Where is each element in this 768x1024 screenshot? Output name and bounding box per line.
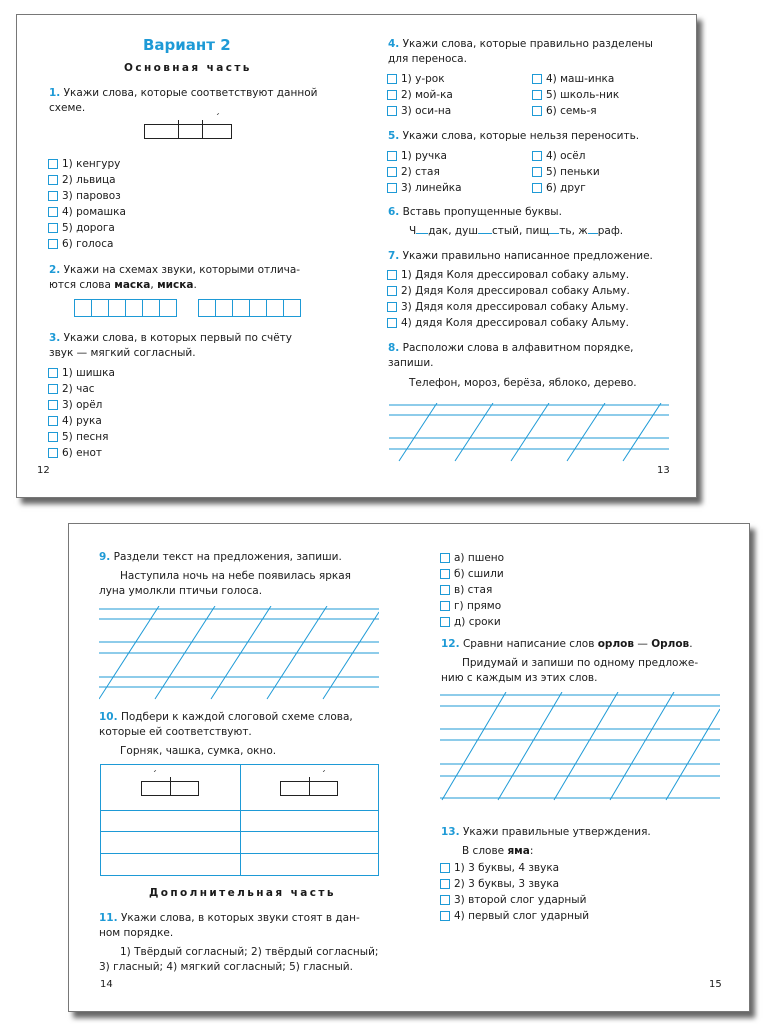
workbook-spread-1: [16, 14, 697, 498]
checkbox[interactable]: [387, 183, 397, 193]
checkbox[interactable]: [48, 175, 58, 185]
q12-instruction: Придумай и запиши по одному предложе- нию с каждым из этих слов.: [441, 657, 699, 684]
q12-prompt: 12. Сравни написание слов орлов — Орлов.: [441, 638, 693, 650]
checkbox[interactable]: [48, 239, 58, 249]
q1-options: [48, 156, 126, 252]
checkbox[interactable]: [48, 159, 58, 169]
q7-prompt: 7. Укажи правильно написанное предложение.: [388, 250, 653, 262]
letter-blank[interactable]: [478, 224, 492, 234]
checkbox[interactable]: [387, 302, 397, 312]
q11-option-b[interactable]: б) сшили: [440, 566, 504, 582]
q1-number: 1.: [49, 87, 61, 99]
q12-number: 12.: [441, 638, 460, 650]
checkbox[interactable]: [440, 911, 450, 921]
q3-option-6[interactable]: 6) енот: [48, 445, 115, 461]
checkbox[interactable]: [440, 569, 450, 579]
q7-option-4[interactable]: 4) дядя Коля дрессировал собаку Альму.: [387, 315, 630, 331]
q7-number: 7.: [388, 250, 400, 262]
q13-option-4[interactable]: 4) первый слог ударный: [440, 908, 589, 924]
q3-number: 3.: [49, 332, 61, 344]
checkbox[interactable]: [440, 553, 450, 563]
q1-syllable-scheme: [144, 113, 232, 139]
stress-mark-icon: ´: [215, 113, 220, 124]
q11-option-a[interactable]: а) пшено: [440, 550, 504, 566]
checkbox[interactable]: [48, 191, 58, 201]
checkbox[interactable]: [48, 416, 58, 426]
checkbox[interactable]: [387, 151, 397, 161]
q10-answer-table[interactable]: [100, 764, 379, 876]
q5-options-right: [532, 148, 600, 196]
q4-number: 4.: [388, 38, 400, 50]
q10-word-list: Горняк, чашка, сумка, окно.: [120, 745, 277, 757]
checkbox[interactable]: [440, 585, 450, 595]
q5-option-1[interactable]: 1) ручка: [387, 148, 462, 164]
q4-option-5[interactable]: 5) школь-ник: [532, 87, 619, 103]
q8-word-list: Телефон, мороз, берёза, яблоко, дерево.: [409, 377, 637, 389]
q4-option-3[interactable]: 3) оси-на: [387, 103, 453, 119]
q10-prompt: 10. Подбери к каждой слоговой схеме слова, которые ей соответствуют.: [99, 711, 353, 738]
q11-sound-order: 1) Твёрдый согласный; 2) твёрдый согласный; 3) гласный; 4) мягкий согласный; 5) гласный.: [99, 946, 379, 973]
q1-text-line2: схеме.: [49, 102, 86, 114]
q13-options: [440, 860, 589, 924]
q1-option-4[interactable]: 4) ромашка: [48, 204, 126, 220]
q6-prompt: 6. Вставь пропущенные буквы.: [388, 206, 562, 218]
checkbox[interactable]: [387, 270, 397, 280]
q5-option-4[interactable]: 4) осёл: [532, 148, 600, 164]
q2-prompt: 2. Укажи на схемах звуки, которыми отлича- ются слова маска, миска.: [49, 264, 301, 291]
q4-prompt: 4. Укажи слова, которые правильно разделены для переноса.: [388, 38, 653, 65]
page-number-15: 15: [709, 979, 722, 990]
q5-option-3[interactable]: 3) линейка: [387, 180, 462, 196]
q4-option-1[interactable]: 1) у-рок: [387, 71, 453, 87]
section-main-heading: Основная часть: [124, 62, 252, 74]
q12-word-2: Орлов: [651, 638, 690, 650]
q12-writing-lines[interactable]: [440, 692, 720, 804]
q5-option-6[interactable]: 6) друг: [532, 180, 600, 196]
checkbox[interactable]: [387, 286, 397, 296]
q9-passage: Наступила ночь на небе появилась яркая луна умолкли птичьи голоса.: [99, 570, 351, 597]
checkbox[interactable]: [48, 368, 58, 378]
checkbox[interactable]: [387, 167, 397, 177]
q2-word-2: миска: [157, 279, 194, 291]
q1-text-line1: Укажи слова, которые соответствуют данной: [63, 87, 318, 99]
checkbox[interactable]: [48, 400, 58, 410]
q5-option-5[interactable]: 5) пеньки: [532, 164, 600, 180]
checkbox[interactable]: [532, 183, 542, 193]
q8-number: 8.: [388, 342, 400, 354]
checkbox[interactable]: [387, 106, 397, 116]
page-number-13: 13: [657, 465, 670, 476]
q13-option-3[interactable]: 3) второй слог ударный: [440, 892, 589, 908]
checkbox[interactable]: [48, 207, 58, 217]
q1-option-1[interactable]: 1) кенгуру: [48, 156, 126, 172]
checkbox[interactable]: [387, 74, 397, 84]
page-number-12: 12: [37, 465, 50, 476]
q11-options: [440, 550, 504, 630]
q13-prompt: 13. Укажи правильные утверждения.: [441, 826, 651, 838]
q7-option-2[interactable]: 2) Дядя Коля дрессировал собаку Альму.: [387, 283, 630, 299]
q3-prompt: 3. Укажи слова, в которых первый по счёту звук — мягкий согласный.: [49, 332, 293, 359]
checkbox[interactable]: [387, 90, 397, 100]
q4-option-4[interactable]: 4) маш-инка: [532, 71, 619, 87]
q2-number: 2.: [49, 264, 61, 276]
q8-prompt: 8. Расположи слова в алфавитном порядке, запиши.: [388, 342, 634, 369]
checkbox[interactable]: [387, 318, 397, 328]
q13-word: яма: [507, 845, 530, 857]
q7-options: [387, 267, 630, 331]
checkbox[interactable]: [532, 74, 542, 84]
q7-option-3[interactable]: 3) Дядя коля дрессировал собаку Альму.: [387, 299, 630, 315]
q3-options: [48, 365, 115, 461]
q13-subprompt: В слове яма:: [462, 845, 534, 857]
workbook-spread-2: [68, 523, 750, 1012]
q10-syllable-scheme-1: [141, 770, 199, 796]
q5-number: 5.: [388, 130, 400, 142]
q4-options-left: [387, 71, 453, 119]
page-number-14: 14: [100, 979, 113, 990]
letter-blank[interactable]: [549, 224, 559, 234]
q11-number: 11.: [99, 912, 118, 924]
q8-writing-lines[interactable]: [389, 403, 669, 463]
q11-option-e[interactable]: д) сроки: [440, 614, 504, 630]
q9-number: 9.: [99, 551, 111, 563]
q13-number: 13.: [441, 826, 460, 838]
checkbox[interactable]: [48, 223, 58, 233]
checkbox[interactable]: [532, 167, 542, 177]
q6-number: 6.: [388, 206, 400, 218]
q4-option-6[interactable]: 6) семь-я: [532, 103, 619, 119]
q11-option-d[interactable]: г) прямо: [440, 598, 504, 614]
q9-writing-lines[interactable]: [99, 606, 379, 701]
q11-option-c[interactable]: в) стая: [440, 582, 504, 598]
q2-sound-scheme-1[interactable]: [74, 299, 176, 317]
q13-option-1[interactable]: 1) 3 буквы, 4 звука: [440, 860, 589, 876]
q10-syllable-scheme-2: [280, 770, 338, 796]
q3-option-4[interactable]: 4) рука: [48, 413, 115, 429]
checkbox[interactable]: [48, 432, 58, 442]
q4-option-2[interactable]: 2) мой-ка: [387, 87, 453, 103]
section-extra-heading: Дополнительная часть: [149, 887, 336, 899]
letter-blank[interactable]: [416, 224, 428, 234]
checkbox[interactable]: [440, 895, 450, 905]
checkbox[interactable]: [532, 106, 542, 116]
checkbox[interactable]: [440, 617, 450, 627]
q2-sound-scheme-2[interactable]: [198, 299, 300, 317]
q4-options-right: [532, 71, 619, 119]
checkbox[interactable]: [532, 90, 542, 100]
q13-option-2[interactable]: 2) 3 буквы, 3 звука: [440, 876, 589, 892]
checkbox[interactable]: [48, 448, 58, 458]
q1-option-6[interactable]: 6) голоса: [48, 236, 126, 252]
letter-blank[interactable]: [588, 224, 598, 234]
q2-word-1: маска: [114, 279, 151, 291]
stress-mark-icon: ´: [152, 770, 157, 781]
q10-number: 10.: [99, 711, 118, 723]
q9-prompt: 9. Раздели текст на предложения, запиши.: [99, 551, 342, 563]
q6-words-with-gaps: Ч дак, душ стый, пищ ть, ж раф.: [409, 225, 624, 237]
q11-prompt: 11. Укажи слова, в которых звуки стоят в дан- ном порядке.: [99, 912, 360, 939]
q3-option-5[interactable]: 5) песня: [48, 429, 115, 445]
q5-prompt: 5. Укажи слова, которые нельзя переносить.: [388, 130, 640, 142]
checkbox[interactable]: [440, 601, 450, 611]
q3-option-1[interactable]: 1) шишка: [48, 365, 115, 381]
q5-options-left: [387, 148, 462, 196]
checkbox[interactable]: [48, 384, 58, 394]
q1-option-2[interactable]: 2) львица: [48, 172, 126, 188]
stress-mark-icon: ´: [321, 770, 326, 781]
q1-option-5[interactable]: 5) дорога: [48, 220, 126, 236]
q1-prompt: [49, 86, 317, 116]
q1-option-3[interactable]: 3) паровоз: [48, 188, 126, 204]
checkbox[interactable]: [440, 879, 450, 889]
q7-option-1[interactable]: 1) Дядя Коля дрессировал собаку альму.: [387, 267, 630, 283]
q5-option-2[interactable]: 2) стая: [387, 164, 462, 180]
q3-option-2[interactable]: 2) час: [48, 381, 115, 397]
q3-option-3[interactable]: 3) орёл: [48, 397, 115, 413]
q12-word-1: орлов: [597, 638, 634, 650]
variant-title: Вариант 2: [143, 36, 231, 54]
checkbox[interactable]: [440, 863, 450, 873]
checkbox[interactable]: [532, 151, 542, 161]
